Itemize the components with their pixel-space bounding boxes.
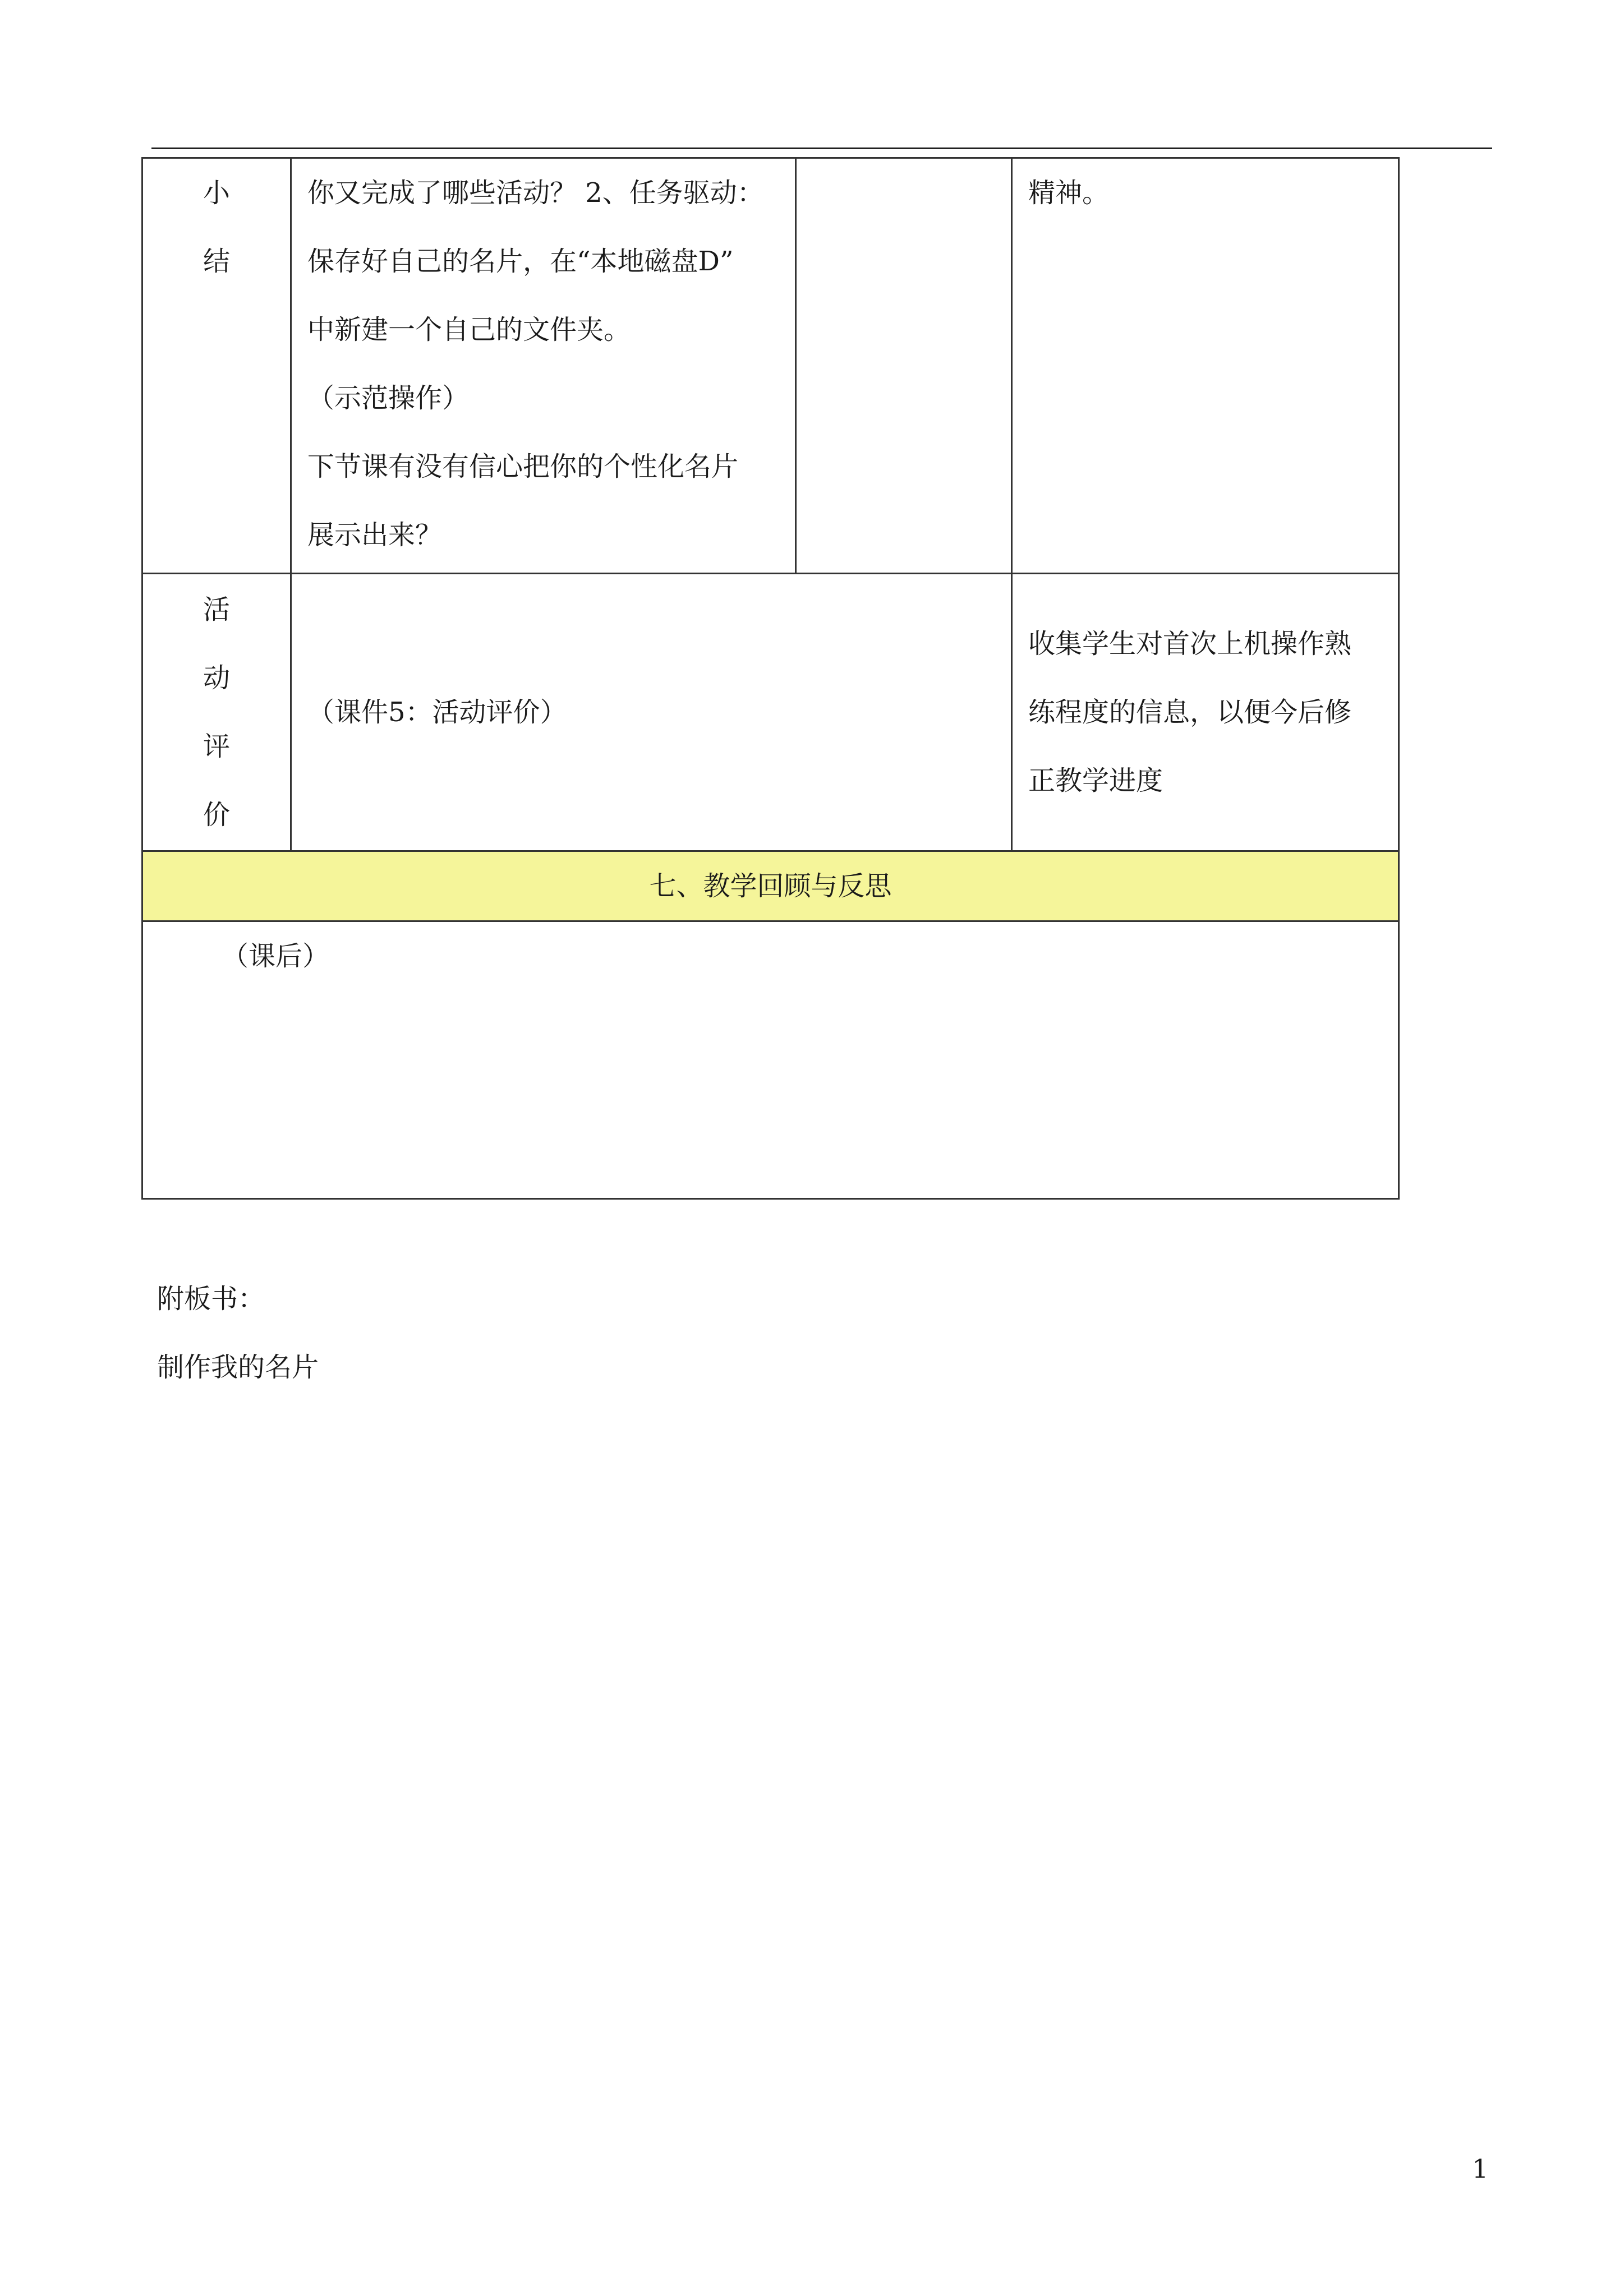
summary-student-activity-cell (796, 158, 1012, 574)
evaluation-label-cell (142, 574, 291, 851)
reflection-content: （课后） (142, 921, 1399, 1199)
evaluation-label-char: 评 (203, 731, 230, 762)
summary-label-char: 小 (203, 177, 230, 209)
evaluation-row (142, 574, 1399, 851)
evaluation-label-char: 动 (203, 662, 230, 694)
page-number: 1 (1472, 2154, 1489, 2184)
summary-line: 保存好自己的名片，在“本地磁盘D” (307, 246, 734, 277)
summary-line: 展示出来？ (307, 519, 443, 551)
evaluation-intent-line: 收集学生对首次上机操作熟 (1028, 628, 1352, 660)
board-notes-title: 制作我的名片 (157, 1352, 319, 1383)
evaluation-intent-line: 正教学进度 (1028, 765, 1163, 796)
lesson-plan-table (141, 157, 1400, 1200)
reflection-heading: 七、教学回顾与反思 (142, 851, 1399, 921)
reflection-content-row (142, 921, 1399, 1199)
evaluation-design-intent-cell (1012, 574, 1399, 851)
evaluation-label-char: 价 (203, 799, 230, 831)
board-notes (157, 1265, 319, 1401)
board-notes-label: 附板书： (157, 1283, 265, 1315)
summary-row (142, 158, 1399, 574)
summary-design-intent-cell (1012, 158, 1399, 574)
evaluation-intent-line: 练程度的信息，以便今后修 (1028, 697, 1352, 728)
summary-line: 中新建一个自己的文件夹。 (307, 314, 631, 345)
summary-design-intent: 精神。 (1028, 177, 1110, 209)
summary-line: 你又完成了哪些活动？ 2、任务驱动： (307, 177, 764, 209)
summary-line: 下节课有没有信心把你的个性化名片 (307, 451, 739, 482)
evaluation-content-cell (291, 574, 1012, 851)
summary-content-cell (291, 158, 796, 574)
summary-label-char: 结 (203, 246, 230, 277)
header-rule (151, 147, 1492, 149)
evaluation-label-char: 活 (203, 594, 230, 625)
reflection-heading-row (142, 851, 1399, 921)
summary-label-cell (142, 158, 291, 574)
evaluation-content: （课件5：活动评价） (307, 697, 567, 728)
summary-line: （示范操作） (307, 382, 470, 414)
